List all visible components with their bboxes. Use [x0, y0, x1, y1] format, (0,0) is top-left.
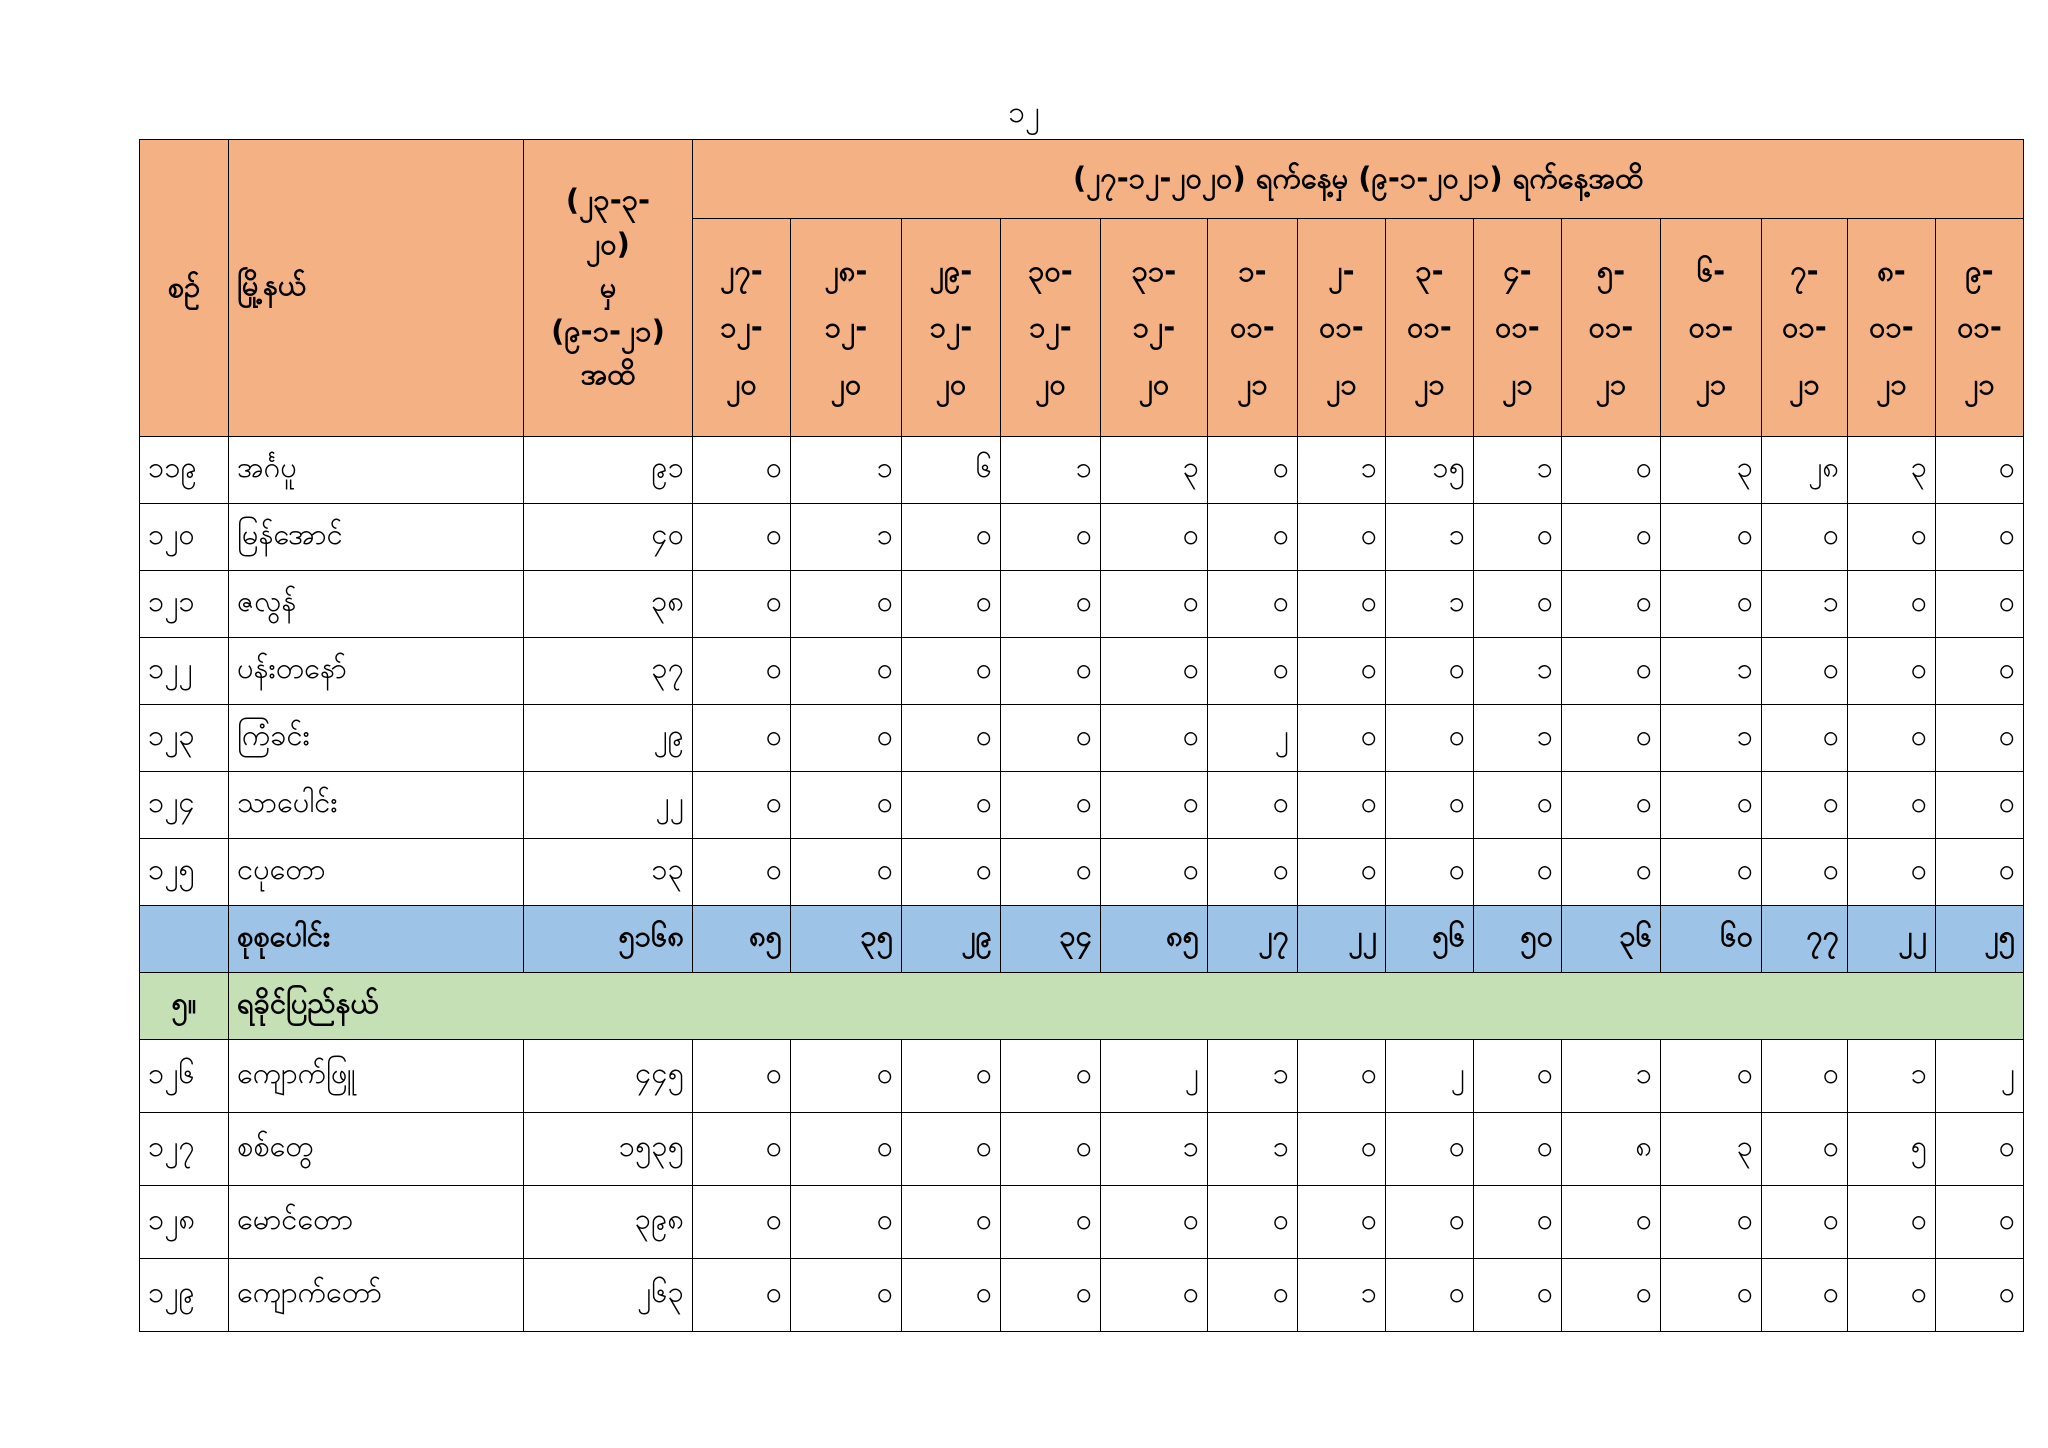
daily-value-cell: ၀	[693, 705, 791, 772]
cumulative-cell: ၃၇	[524, 638, 693, 705]
daily-value-cell: ၀	[902, 772, 1001, 839]
daily-value-cell: ၀	[1562, 705, 1661, 772]
daily-value-cell: ၁	[1101, 1113, 1208, 1186]
township-cell: ငပုတော	[229, 839, 524, 906]
daily-value-cell: ၁	[1298, 1259, 1386, 1332]
daily-value-cell: ၅	[1848, 1113, 1936, 1186]
daily-value-cell: ၀	[1562, 437, 1661, 504]
daily-value-cell: ၀	[1848, 1259, 1936, 1332]
header-date-line: ၂၁	[1502, 366, 1533, 401]
daily-value-cell: ၀	[1101, 772, 1208, 839]
daily-value-cell: ၀	[1936, 504, 2024, 571]
daily-value-cell: ၀	[902, 839, 1001, 906]
header-date-line: ၃-	[1415, 253, 1444, 288]
serial-cell: ၁၂၅	[140, 839, 229, 906]
daily-value-cell: ၀	[693, 1040, 791, 1113]
daily-value-cell: ၀	[1936, 1186, 2024, 1259]
daily-value-cell: ၁	[1661, 638, 1762, 705]
header-serial: စဉ်	[140, 140, 229, 437]
daily-value-cell: ၀	[1101, 1186, 1208, 1259]
daily-value-cell: ၀	[1101, 638, 1208, 705]
table-row	[140, 1040, 2024, 1113]
daily-value-cell: ၀	[791, 839, 902, 906]
cumulative-cell: ၄၀	[524, 504, 693, 571]
daily-value-cell: ၀	[1386, 1186, 1474, 1259]
daily-value-cell: ၆	[902, 437, 1001, 504]
header-date-line: ၂၀	[1138, 366, 1170, 401]
daily-value-cell: ၀	[902, 1259, 1001, 1332]
total-daily-value: ၂၂	[1848, 906, 1936, 973]
serial-cell: ၁၂၇	[140, 1113, 229, 1186]
daily-value-cell: ၀	[1562, 504, 1661, 571]
table-row	[140, 437, 2024, 504]
table-row	[140, 504, 2024, 571]
daily-value-cell: ၀	[1848, 504, 1936, 571]
daily-value-cell: ၀	[902, 504, 1001, 571]
daily-value-cell: ၁	[1848, 1040, 1936, 1113]
daily-value-cell: ၀	[1386, 772, 1474, 839]
daily-value-cell: ၀	[902, 638, 1001, 705]
header-date-line: ၄-	[1503, 253, 1532, 288]
total-daily-value: ၃၅	[791, 906, 902, 973]
header-cumulative-line: မှ	[599, 270, 617, 305]
table-row	[140, 1259, 2024, 1332]
daily-value-cell: ၀	[693, 839, 791, 906]
daily-value-cell: ၀	[1001, 571, 1101, 638]
header-date-line: ၆-	[1696, 253, 1726, 288]
header-date-line: ၂၀	[830, 366, 862, 401]
total-daily-value: ၈၅	[693, 906, 791, 973]
daily-value-cell: ၀	[1298, 705, 1386, 772]
daily-value-cell: ၀	[1298, 772, 1386, 839]
daily-value-cell: ၀	[1001, 1186, 1101, 1259]
cumulative-cell: ၁၃	[524, 839, 693, 906]
daily-value-cell: ၀	[791, 772, 902, 839]
daily-value-cell: ၀	[1208, 437, 1298, 504]
daily-value-cell: ၀	[1101, 1259, 1208, 1332]
total-daily-value: ၅၆	[1386, 906, 1474, 973]
daily-value-cell: ၀	[1661, 1186, 1762, 1259]
total-daily-value: ၆၀	[1661, 906, 1762, 973]
header-date-line: ၂၁	[1326, 366, 1357, 401]
daily-value-cell: ၀	[1001, 504, 1101, 571]
header-date	[1762, 219, 1848, 437]
header-date	[1208, 219, 1298, 437]
serial-cell: ၁၂၆	[140, 1040, 229, 1113]
daily-value-cell: ၀	[1298, 1186, 1386, 1259]
total-daily-value: ၂၇	[1208, 906, 1298, 973]
daily-value-cell: ၀	[1762, 1259, 1848, 1332]
header-date	[1562, 219, 1661, 437]
daily-value-cell: ၀	[1298, 571, 1386, 638]
daily-value-cell: ၀	[1208, 638, 1298, 705]
daily-value-cell: ၀	[1562, 1259, 1661, 1332]
header-date	[1474, 219, 1562, 437]
daily-value-cell: ၀	[791, 1113, 902, 1186]
table-row	[140, 1113, 2024, 1186]
daily-value-cell: ၁	[1762, 571, 1848, 638]
daily-value-cell: ၁	[791, 437, 902, 504]
table-row	[140, 1186, 2024, 1259]
daily-value-cell: ၀	[1474, 1040, 1562, 1113]
header-date	[1936, 219, 2024, 437]
daily-value-cell: ၀	[1298, 1040, 1386, 1113]
daily-value-cell: ၀	[1101, 839, 1208, 906]
daily-value-cell: ၀	[1298, 504, 1386, 571]
header-date	[902, 219, 1001, 437]
daily-value-cell: ၂	[1386, 1040, 1474, 1113]
header-date-line: ၃၁-	[1131, 253, 1177, 288]
daily-value-cell: ၂	[1936, 1040, 2024, 1113]
header-date-line: ၇-	[1790, 253, 1819, 288]
header-date-line: ၂၁	[1964, 366, 1995, 401]
cumulative-cell: ၁၅၃၅	[524, 1113, 693, 1186]
header-date-line: ၀၁-	[1319, 310, 1364, 345]
header-date-line: ၅-	[1596, 253, 1626, 288]
header-date	[1101, 219, 1208, 437]
township-cell: မြန်အောင်	[229, 504, 524, 571]
daily-value-cell: ၀	[1562, 772, 1661, 839]
cumulative-cell: ၄၄၅	[524, 1040, 693, 1113]
total-daily-value: ၂၉	[902, 906, 1001, 973]
header-date-line: ၃၀-	[1028, 253, 1073, 288]
daily-value-cell: ၃	[1661, 1113, 1762, 1186]
header-date	[1386, 219, 1474, 437]
header-date-line: ၂-	[1328, 253, 1355, 288]
daily-value-cell: ၀	[1762, 1040, 1848, 1113]
cumulative-cell: ၂၉	[524, 705, 693, 772]
header-date-line: ၂၇-	[720, 253, 763, 288]
header-cumulative-line: ၂၀)	[586, 226, 630, 261]
daily-value-cell: ၀	[1848, 1186, 1936, 1259]
daily-value-cell: ၀	[1848, 571, 1936, 638]
page-number: ၁၂	[1008, 95, 1040, 130]
daily-value-cell: ၀	[1474, 1186, 1562, 1259]
section-row	[140, 973, 2024, 1040]
header-date-line: ၂၁	[1237, 366, 1268, 401]
header-date-line: ၀၁-	[1869, 310, 1914, 345]
daily-value-cell: ၀	[1474, 772, 1562, 839]
daily-value-cell: ၀	[1562, 571, 1661, 638]
total-daily-value: ၅၀	[1474, 906, 1562, 973]
daily-value-cell: ၀	[1661, 839, 1762, 906]
daily-value-cell: ၀	[1208, 571, 1298, 638]
daily-value-cell: ၁	[1298, 437, 1386, 504]
header-date-line: ၁၂-	[1029, 310, 1072, 345]
daily-value-cell: ၀	[1208, 772, 1298, 839]
daily-value-cell: ၀	[1762, 1186, 1848, 1259]
table-row	[140, 638, 2024, 705]
daily-value-cell: ၀	[1298, 638, 1386, 705]
header-cumulative-line: အထိ	[580, 357, 636, 392]
daily-value-cell: ၀	[791, 1186, 902, 1259]
header-date-line: ၁၂-	[824, 310, 868, 345]
daily-value-cell: ၀	[1386, 1259, 1474, 1332]
daily-value-cell: ၀	[1936, 571, 2024, 638]
daily-value-cell: ၀	[693, 1113, 791, 1186]
cumulative-cell: ၂၆၃	[524, 1259, 693, 1332]
daily-value-cell: ၈	[1562, 1113, 1661, 1186]
daily-value-cell: ၃	[1848, 437, 1936, 504]
header-date-line: ၀၁-	[1688, 310, 1734, 345]
header-date-line: ၀၁-	[1588, 310, 1634, 345]
header-date-line: ၂၁	[1695, 366, 1727, 401]
serial-cell: ၁၂၀	[140, 504, 229, 571]
header-date-line: ၂၉-	[929, 253, 973, 288]
header-cumulative-line: (၉-၁-၂၁)	[551, 313, 665, 348]
daily-value-cell: ၀	[1661, 571, 1762, 638]
daily-value-cell: ၁	[1562, 1040, 1661, 1113]
daily-value-cell: ၀	[1848, 638, 1936, 705]
header-date-line: ၀၁-	[1782, 310, 1827, 345]
header-date	[1001, 219, 1101, 437]
daily-value-cell: ၀	[1101, 571, 1208, 638]
daily-value-cell: ၃	[1661, 437, 1762, 504]
serial-cell: ၁၂၈	[140, 1186, 229, 1259]
daily-value-cell: ၂	[1208, 705, 1298, 772]
daily-value-cell: ၀	[902, 705, 1001, 772]
township-cell: အင်္ဂပူ	[229, 437, 524, 504]
header-cumulative-line: (၂၃-၃-	[565, 183, 651, 218]
daily-value-cell: ၁	[1474, 705, 1562, 772]
serial-cell: ၁၁၉	[140, 437, 229, 504]
header-date	[1848, 219, 1936, 437]
daily-value-cell: ၀	[1001, 705, 1101, 772]
table-row	[140, 772, 2024, 839]
section-name: ရခိုင်ပြည်နယ်	[229, 973, 2024, 1040]
daily-value-cell: ၀	[1661, 1040, 1762, 1113]
header-date-line: ၁၂-	[720, 310, 763, 345]
daily-value-cell: ၀	[1208, 1186, 1298, 1259]
header-date	[1298, 219, 1386, 437]
township-cell: ကျောက်တော်	[229, 1259, 524, 1332]
header-date-line: ၁၂-	[1132, 310, 1176, 345]
daily-value-cell: ၀	[1001, 1113, 1101, 1186]
header-date-line: ၂၀	[726, 366, 757, 401]
serial-cell: ၁၂၂	[140, 638, 229, 705]
section-number: ၅။	[140, 973, 229, 1040]
header-date	[791, 219, 902, 437]
daily-value-cell: ၀	[1762, 839, 1848, 906]
serial-cell: ၁၂၉	[140, 1259, 229, 1332]
daily-value-cell: ၀	[902, 571, 1001, 638]
daily-value-cell: ၀	[1001, 839, 1101, 906]
daily-value-cell: ၀	[902, 1040, 1001, 1113]
daily-value-cell: ၀	[1101, 705, 1208, 772]
header-date-line: ၁၂-	[929, 310, 973, 345]
daily-value-cell: ၀	[791, 638, 902, 705]
daily-value-cell: ၀	[1298, 1113, 1386, 1186]
header-date-line: ၂၁	[1414, 366, 1445, 401]
daily-value-cell: ၀	[1762, 1113, 1848, 1186]
township-cell: စစ်တွေ	[229, 1113, 524, 1186]
serial-cell: ၁၂၁	[140, 571, 229, 638]
daily-value-cell: ၁၅	[1386, 437, 1474, 504]
daily-value-cell: ၀	[1762, 504, 1848, 571]
daily-value-cell: ၀	[1474, 1113, 1562, 1186]
daily-value-cell: ၀	[1001, 1040, 1101, 1113]
daily-value-cell: ၁	[1001, 437, 1101, 504]
daily-value-cell: ၀	[1848, 772, 1936, 839]
daily-value-cell: ၀	[1936, 839, 2024, 906]
header-date-line: ၀၁-	[1407, 310, 1452, 345]
daily-value-cell: ၀	[1936, 437, 2024, 504]
total-daily-value: ၃၄	[1001, 906, 1101, 973]
total-daily-value: ၃၆	[1562, 906, 1661, 973]
total-daily-value: ၂၂	[1298, 906, 1386, 973]
header-date-line: ၉-	[1965, 253, 1994, 288]
cumulative-cell: ၃၈	[524, 571, 693, 638]
header-date-line: ၂၁	[1595, 366, 1627, 401]
daily-value-cell: ၀	[1661, 504, 1762, 571]
total-row	[140, 906, 2024, 973]
total-daily-value: ၂၅	[1936, 906, 2024, 973]
daily-value-cell: ၂	[1101, 1040, 1208, 1113]
daily-value-cell: ၃	[1101, 437, 1208, 504]
header-date-line: ၀၁-	[1957, 310, 2002, 345]
daily-value-cell: ၀	[1562, 1186, 1661, 1259]
daily-value-cell: ၀	[1386, 705, 1474, 772]
daily-value-cell: ၀	[1386, 839, 1474, 906]
header-date-line: ၈-	[1877, 253, 1906, 288]
daily-value-cell: ၁	[1474, 437, 1562, 504]
daily-value-cell: ၀	[902, 1186, 1001, 1259]
daily-value-cell: ၀	[1474, 504, 1562, 571]
daily-value-cell: ၀	[1001, 1259, 1101, 1332]
daily-value-cell: ၀	[1936, 1259, 2024, 1332]
cumulative-cell: ၉၁	[524, 437, 693, 504]
serial-cell: ၁၂၃	[140, 705, 229, 772]
daily-value-cell: ၀	[693, 504, 791, 571]
header-township: မြို့နယ်	[229, 140, 524, 437]
daily-value-cell: ၀	[1101, 504, 1208, 571]
daily-value-cell: ၀	[1474, 839, 1562, 906]
daily-value-cell: ၀	[1208, 1259, 1298, 1332]
daily-value-cell: ၁	[1474, 638, 1562, 705]
daily-value-cell: ၀	[1208, 504, 1298, 571]
daily-value-cell: ၀	[791, 1259, 902, 1332]
township-cell: ကြံခင်း	[229, 705, 524, 772]
total-daily-value: ၇၇	[1762, 906, 1848, 973]
header-date-line: ၀၁-	[1230, 310, 1275, 345]
daily-value-cell: ၀	[1848, 705, 1936, 772]
daily-value-cell: ၀	[1936, 772, 2024, 839]
serial-cell: ၁၂၄	[140, 772, 229, 839]
daily-value-cell: ၀	[1474, 571, 1562, 638]
table-row	[140, 705, 2024, 772]
header-date-line: ၂၀	[935, 366, 967, 401]
header-date	[1661, 219, 1762, 437]
header-date-line: ၀၁-	[1495, 310, 1540, 345]
daily-value-cell: ၀	[1001, 772, 1101, 839]
cumulative-cell: ၃၉၈	[524, 1186, 693, 1259]
daily-value-cell: ၀	[1762, 705, 1848, 772]
daily-value-cell: ၀	[693, 571, 791, 638]
daily-value-cell: ၀	[1386, 638, 1474, 705]
daily-value-cell: ၀	[1661, 772, 1762, 839]
daily-value-cell: ၀	[1001, 638, 1101, 705]
table-row	[140, 571, 2024, 638]
daily-value-cell: ၁	[1386, 504, 1474, 571]
header-cumulative	[524, 140, 693, 437]
daily-value-cell: ၀	[693, 1259, 791, 1332]
daily-value-cell: ၁	[1386, 571, 1474, 638]
daily-value-cell: ၀	[1848, 839, 1936, 906]
daily-value-cell: ၀	[1936, 1113, 2024, 1186]
daily-value-cell: ၀	[693, 1186, 791, 1259]
daily-value-cell: ၁	[1208, 1040, 1298, 1113]
township-cell: ပန်းတနော်	[229, 638, 524, 705]
daily-value-cell: ၁	[791, 504, 902, 571]
township-cell: ဇလွန်	[229, 571, 524, 638]
covid-cases-table	[139, 139, 2024, 1332]
total-daily-value: ၈၅	[1101, 906, 1208, 973]
daily-value-cell: ၀	[791, 1040, 902, 1113]
daily-value-cell: ၀	[1762, 772, 1848, 839]
daily-value-cell: ၀	[1562, 839, 1661, 906]
daily-value-cell: ၀	[693, 437, 791, 504]
header-period: (၂၇-၁၂-၂၀၂၀) ရက်နေ့မှ (၉-၁-၂၀၂၁) ရက်နေ့အထိ	[693, 140, 2024, 219]
header-date-line: ၂၁	[1789, 366, 1820, 401]
daily-value-cell: ၁	[1208, 1113, 1298, 1186]
daily-value-cell: ၀	[1562, 638, 1661, 705]
daily-value-cell: ၀	[693, 638, 791, 705]
daily-value-cell: ၀	[1936, 638, 2024, 705]
daily-value-cell: ၀	[1762, 638, 1848, 705]
daily-value-cell: ၂၈	[1762, 437, 1848, 504]
daily-value-cell: ၀	[902, 1113, 1001, 1186]
daily-value-cell: ၀	[791, 705, 902, 772]
daily-value-cell: ၀	[1936, 705, 2024, 772]
daily-value-cell: ၀	[791, 571, 902, 638]
total-label: စုစုပေါင်း	[229, 906, 524, 973]
daily-value-cell: ၀	[1474, 1259, 1562, 1332]
header-date-line: ၂၀	[1035, 366, 1066, 401]
township-cell: မောင်တော	[229, 1186, 524, 1259]
cumulative-cell: ၂၂	[524, 772, 693, 839]
township-cell: သာပေါင်း	[229, 772, 524, 839]
header-date	[693, 219, 791, 437]
daily-value-cell: ၀	[1661, 1259, 1762, 1332]
header-date-line: ၂၈-	[824, 253, 868, 288]
header-date-line: ၂၁	[1876, 366, 1907, 401]
total-blank-cell	[140, 906, 229, 973]
daily-value-cell: ၀	[693, 772, 791, 839]
table-row	[140, 839, 2024, 906]
daily-value-cell: ၀	[1386, 1113, 1474, 1186]
township-cell: ကျောက်ဖြူ	[229, 1040, 524, 1113]
daily-value-cell: ၀	[1298, 839, 1386, 906]
daily-value-cell: ၁	[1661, 705, 1762, 772]
total-cumulative: ၅၁၆၈	[524, 906, 693, 973]
daily-value-cell: ၀	[1208, 839, 1298, 906]
header-date-line: ၁-	[1238, 253, 1267, 288]
